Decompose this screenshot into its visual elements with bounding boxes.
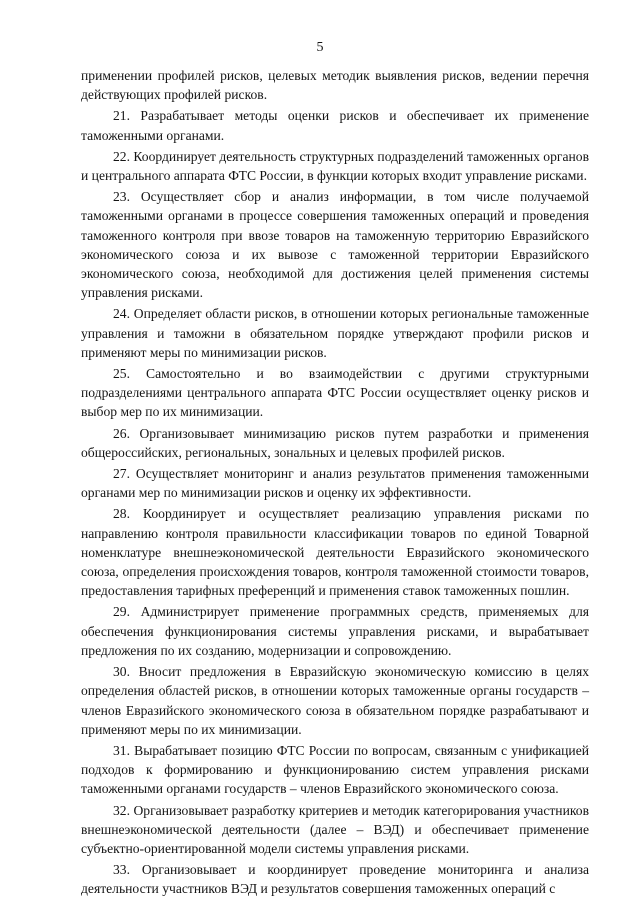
page-number: 5 xyxy=(316,40,324,55)
paragraph-30: 30. Вносит предложения в Евразийскую экономическую комиссию в целях определения областей рисков, в отношении которых таможенные органы государств – членов Евразийского экономического союза в обязательном порядке разрабатывают и применяют меры по их минимизации. xyxy=(81,664,589,737)
paragraph-24: 24. Определяет области рисков, в отношении которых региональные таможенные управления и таможни в обязательном порядке утверждают профили рисков и применяют меры по минимизации рисков. xyxy=(81,306,589,360)
paragraph-27: 27. Осуществляет мониторинг и анализ результатов применения таможенными органами мер по минимизации рисков и оценку их эффективности. xyxy=(81,466,589,501)
paragraph-29: 29. Администрирует применение программных средств, применяемых для обеспечения функционирования системы управления рисками, и вырабатывает предложения по их созданию, модернизации и сопровождению. xyxy=(81,604,589,658)
paragraph-25: 25. Самостоятельно и во взаимодействии с другими структурными подразделениями центрального аппарата ФТС России осуществляет оценку рисков и выбор мер по их минимизации. xyxy=(81,366,589,420)
paragraph-continuation: применении профилей рисков, целевых методик выявления рисков, ведении перечня действующих профилей рисков. xyxy=(81,68,589,103)
paragraph-21: 21. Разрабатывает методы оценки рисков и обеспечивает их применение таможенными органами. xyxy=(81,108,589,143)
paragraph-26: 26. Организовывает минимизацию рисков путем разработки и применения общероссийских, региональных, зональных и целевых профилей рисков. xyxy=(81,425,589,460)
paragraph-28: 28. Координирует и осуществляет реализацию управления рисками по направлению контроля правильности классификации товаров по единой Товарной номенклатуре внешнеэкономической деятельности Евразийского экономического союза, определения происхождения товаров, контроля таможенной стоимости товаров, предоставления тарифных преференций и применения ставок таможенных пошлин. xyxy=(81,506,589,599)
paragraph-23: 23. Осуществляет сбор и анализ информации, в том числе получаемой таможенными органами в процессе совершения таможенных операций и проведения таможенного контроля при ввозе товаров на таможенную территорию Евразийского экономического союза и их вывозе с таможенной территории Евразийского экономического союза, необходимой для достижения целей применения системы управления рисками. xyxy=(81,189,589,301)
paragraph-33: 33. Организовывает и координирует проведение мониторинга и анализа деятельности участников ВЭД и результатов совершения таможенных операций с xyxy=(81,862,589,897)
paragraph-32: 32. Организовывает разработку критериев и методик категорирования участников внешнеэкономической деятельности (далее – ВЭД) и обеспечивает применение субъектно-ориентированной модели системы управления рисками. xyxy=(81,802,589,856)
document-body xyxy=(81,66,589,901)
paragraph-22: 22. Координирует деятельность структурных подразделений таможенных органов и центрального аппарата ФТС России, в функции которых входит управление рисками. xyxy=(81,148,589,184)
paragraph-31: 31. Вырабатывает позицию ФТС России по вопросам, связанным с унификацией подходов к формированию и функционированию систем управления рисками таможенными органами государств – членов Евразийского экономического союза. xyxy=(81,742,589,797)
